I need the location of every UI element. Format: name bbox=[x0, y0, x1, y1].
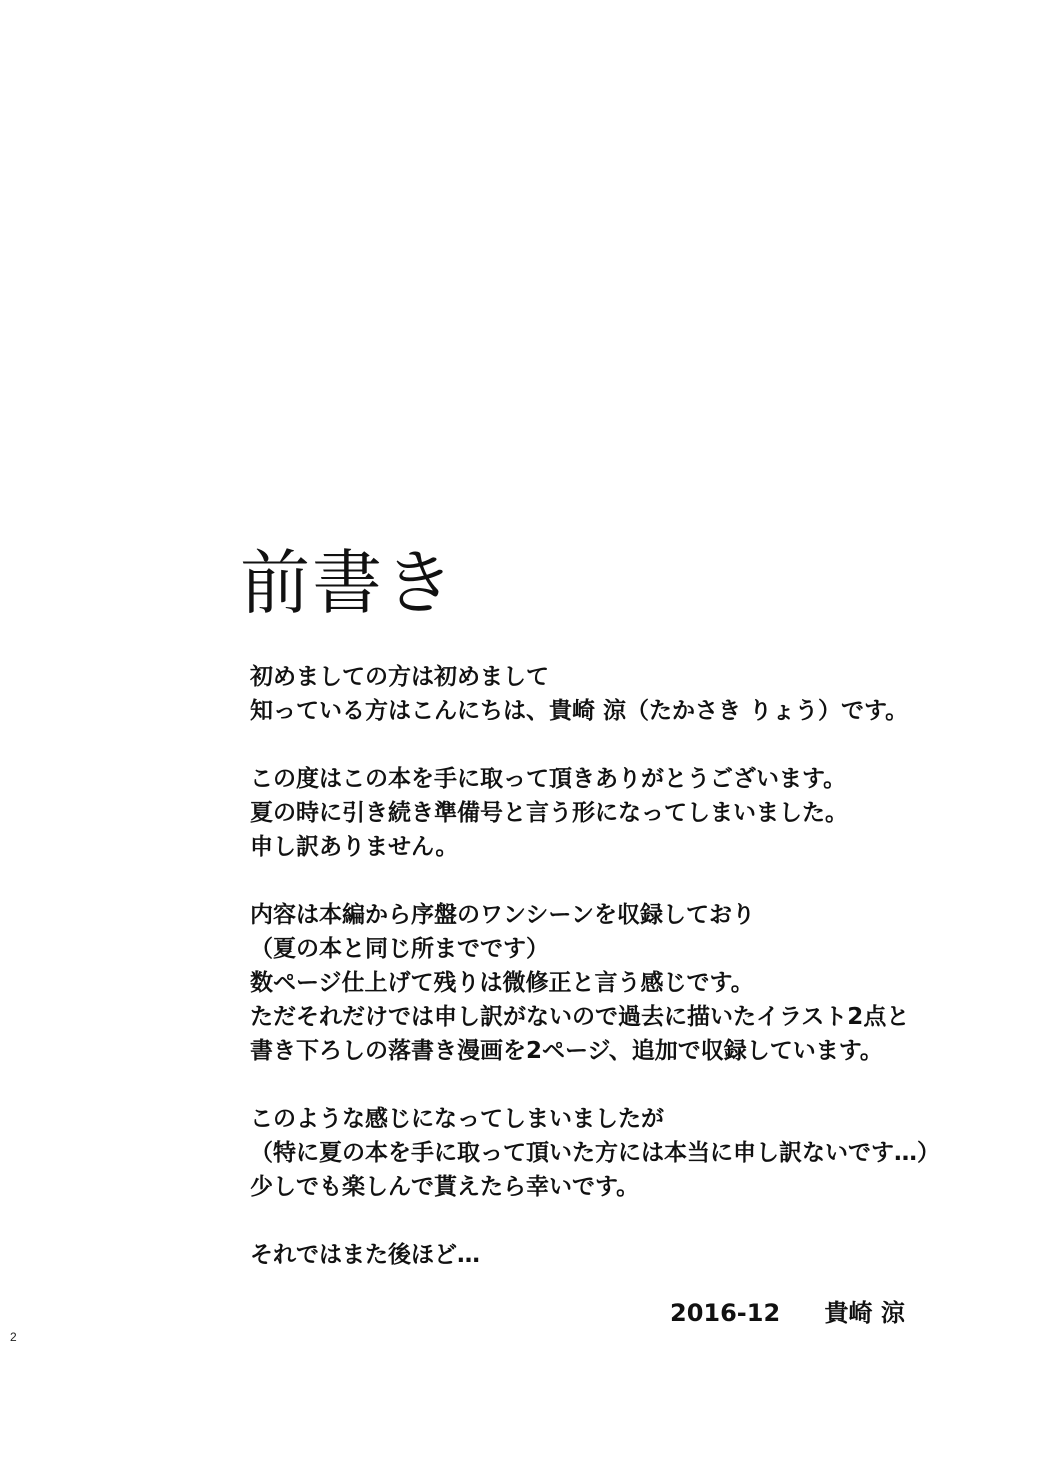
text-line: （特に夏の本を手に取って頂いた方には本当に申し訳ないです…） bbox=[250, 1140, 940, 1166]
text-line: 数ページ仕上げて残りは微修正と言う感じです。 bbox=[250, 970, 754, 996]
preface-body bbox=[250, 660, 970, 1272]
paragraph-gap bbox=[250, 1204, 970, 1238]
paragraph-gap bbox=[250, 728, 970, 762]
text-line: 申し訳ありません。 bbox=[250, 834, 459, 860]
paragraph-gap bbox=[250, 864, 970, 898]
paragraph-gap bbox=[250, 1068, 970, 1102]
signature-date: 2016-12 bbox=[670, 1299, 781, 1327]
signature bbox=[670, 1296, 905, 1330]
text-line: 知っている方はこんにちは、貴崎 涼（たかさき りょう）です。 bbox=[250, 698, 909, 724]
text-line: 夏の時に引き続き準備号と言う形になってしまいました。 bbox=[250, 800, 848, 826]
signature-author: 貴崎 涼 bbox=[824, 1299, 905, 1327]
text-line: 初めましての方は初めまして bbox=[250, 664, 549, 690]
text-line: 内容は本編から序盤のワンシーンを収録しており bbox=[250, 902, 755, 928]
text-line: それではまた後ほど… bbox=[250, 1242, 480, 1268]
page-title: 前書き bbox=[240, 542, 456, 624]
text-line: このような感じになってしまいましたが bbox=[250, 1106, 664, 1132]
page-number: 2 bbox=[10, 1330, 17, 1344]
text-line: ただそれだけでは申し訳がないので過去に描いたイラスト2点と bbox=[250, 1004, 910, 1030]
text-line: （夏の本と同じ所までです） bbox=[250, 936, 549, 962]
text-line: 少しでも楽しんで貰えたら幸いです。 bbox=[250, 1174, 640, 1200]
text-line: この度はこの本を手に取って頂きありがとうございます。 bbox=[250, 766, 847, 792]
text-line: 書き下ろしの落書き漫画を2ページ、追加で収録しています。 bbox=[250, 1038, 883, 1064]
